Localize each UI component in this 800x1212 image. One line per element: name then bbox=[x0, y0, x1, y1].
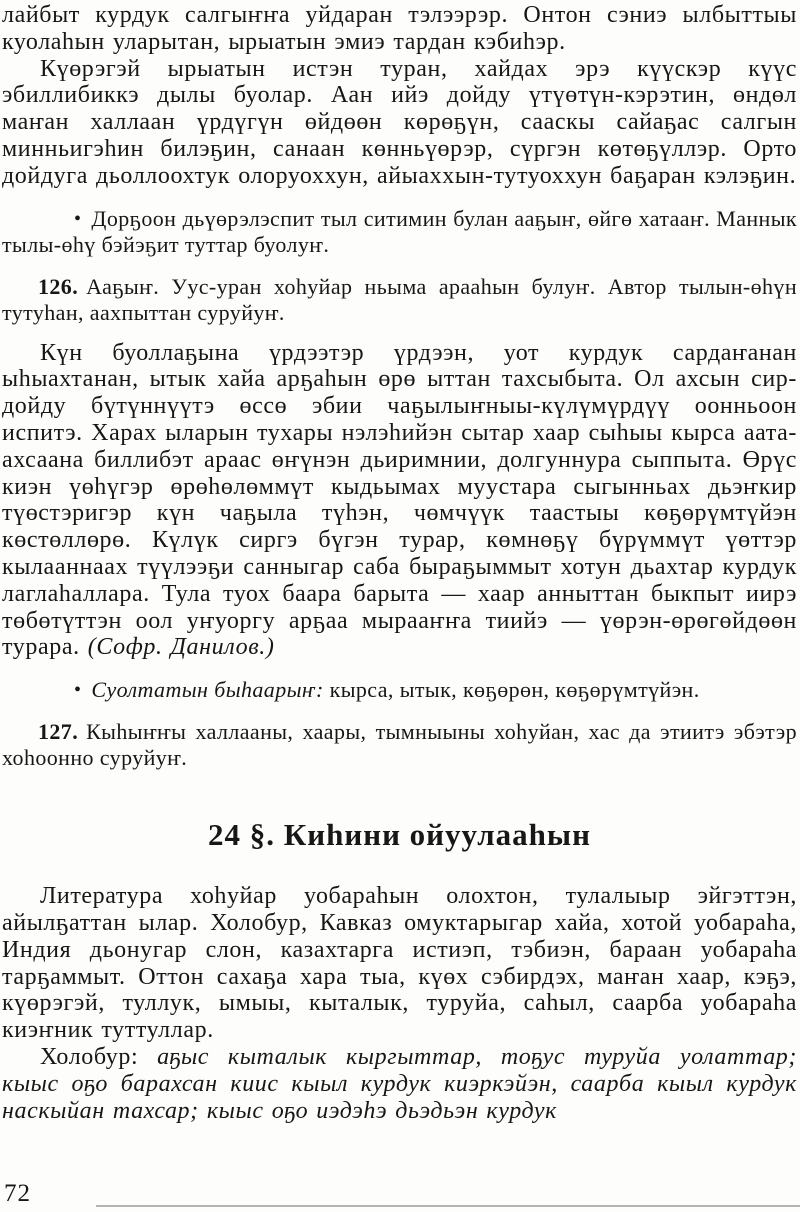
paragraph-continuation bbox=[2, 2, 797, 56]
text-segment: Холобур: bbox=[40, 1043, 158, 1070]
text-segment: Күөрэгэй ырыатын истэн туран, хайдах эрэ күүскэр күүс эбиллибиккэ дылы буолар. Аан ийэ дойду үтүөтүн-кэрэтин, өндөл маҥан халлаан үрдүгүн өйдөөн көрөҕүн, сааскы сайаҕас салгын минньигэһин билэҕин, санаан көнньүөрэр, сүргэн көтөҕүллэр. Орто дойдуга дьоллоохтук олоруоххун, айыаххын-тутуоххун баҕаран кэлэҕин. bbox=[2, 55, 797, 189]
paragraph-kuoregei bbox=[2, 56, 797, 190]
text-segment: Күн буоллаҕына үрдээтэр үрдээн, уот курдук сардаҥанан ыһыахтанан, ытык хайа арҕаһын өрө ыттан тахсыбыта. Ол ахсын сир-дойду бүтүннүүтэ өссө эбии чаҕылыҥныы-күлүмүрдүү оонньоон испитэ. Харах ыларын тухары нэлэһийэн сытар хаар сыһыы кырса аата-ахсаана биллибэт араас өҥүнэн дьиримнии, долгуннура сыппыта. Өрүс киэн үөһүгэр өрөһөлөммүт кыдьымах муустара сыгынньах дьэҥкир түөстэригэр күн чаҕыла түһэн, чөмчүүк таастыы көҕөрүмтүйэн көстөллөрө. Күлүк сиргэ бүгэн турар, көмнөҕү бүрүммүт үөттэр кылааннаах түүлээҕи санныгар саба быраҕыммыт хотун дьахтар курдук лаглаһаллара. Тула туох баара барыта — хаар анныттан быкпыт иирэ төбөтүттэн оол уҥуоргу арҕаа мырааҥҥа тиийэ — үөрэн-өрөгөйдөөн турара. bbox=[2, 339, 797, 661]
text-segment: Кыһыҥҥы халлааны, хаары, тымныыны хоһуйан, хас да этиитэ эбэтэр хоһоонно суруйуҥ. bbox=[2, 719, 797, 771]
text-segment: Дорҕоон дьүөрэлэспит тыл ситимин булан ааҕыҥ, өйгө хатааҥ. Маннык тылы-өһү бэйэҕит туттар буолуҥ. bbox=[2, 205, 797, 257]
text-segment: Литература хоһуйар уобараһын олохтон, тулалыыр эйгэттэн, айылҕаттан ылар. Холобур, Кавказ омуктарыгар хайа, хотой уобараһа, Индия дьонугар слон, казахтарга истиэп, тэбиэн, бараан уобараһа тарҕаммыт. Оттон сахаҕа хара тыа, күөх сэбирдэх, маҥан хаар, кэҕэ, күөрэгэй, туллук, ымыы, кыталык, туруйа, саһыл, саарба уобараһа киэҥник туттуллар. bbox=[2, 883, 797, 1044]
bottom-scan-line bbox=[96, 1205, 800, 1207]
note-dorgoon-text bbox=[2, 206, 797, 257]
text-segment: Суолтатын быһаарыҥ: bbox=[91, 677, 324, 703]
text-segment: (Софр. Данилов.) bbox=[87, 634, 275, 661]
bullet-icon: • bbox=[74, 679, 82, 702]
section-heading-24: 24 §. Киһини ойуулааһын bbox=[208, 817, 591, 853]
paragraph-literatura bbox=[2, 883, 797, 1044]
note-suoltatyn-text bbox=[91, 677, 699, 702]
text-segment: Ааҕыҥ. Уус-уран хоһуйар ньыма арааһын булуҥ. Автор тылын-өһүн тутуһан, аахпыттан суруйуҥ. bbox=[2, 273, 797, 325]
text-segment: кырса, ытык, көҕөрөн, көҕөрүмтүйэн. bbox=[323, 677, 700, 703]
note-dorgoon bbox=[2, 206, 797, 258]
exercise-127 bbox=[2, 719, 797, 771]
bullet-icon: • bbox=[74, 207, 82, 230]
paragraph-kholobur bbox=[2, 1044, 797, 1124]
exercise-127-text bbox=[2, 719, 797, 770]
exercise-126 bbox=[2, 274, 797, 326]
text-segment: аҕыс кыталык кыргыттар, тоҕус туруйа уолаттар; кыыс оҕо барахсан киис кыыл курдук киэркэйэн, саарба кыыл курдук наскыйан тахсар; кыыс оҕо иэдэһэ дьэдьэн курдук bbox=[2, 1043, 797, 1124]
text-segment: лайбыт курдук салгыҥҥа уйдаран тэлээрэр. Онтон сэниэ ылбыттыы куолаһын уларытан, ырыатын эмиэ тардан кэбиһэр. bbox=[2, 2, 797, 55]
exercise-126-text bbox=[2, 274, 797, 325]
paragraph-kun bbox=[2, 340, 797, 662]
exercise-127-number: 127. bbox=[38, 719, 79, 745]
page-number: 72 bbox=[4, 1180, 31, 1207]
note-suoltatyn bbox=[2, 677, 797, 703]
exercise-126-number: 126. bbox=[38, 273, 79, 299]
text-column bbox=[2, 2, 797, 1124]
